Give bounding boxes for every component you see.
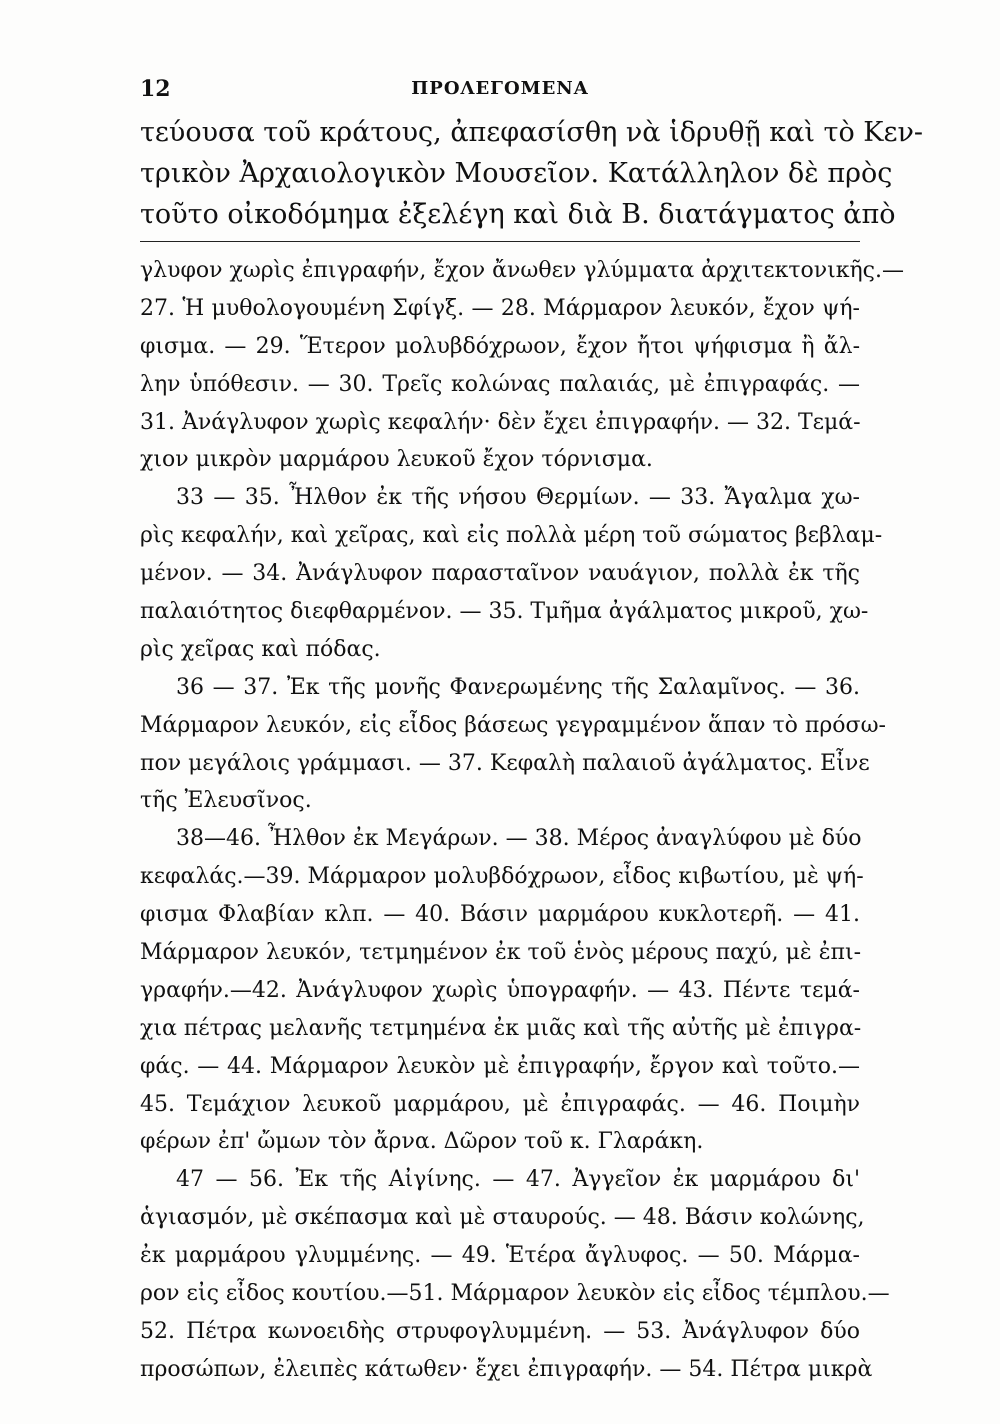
- footnote-line: 45. Τεμάχιον λευκοῦ μαρμάρου, μὲ ἐπιγραφάς. — 46. Ποιμὴν: [140, 1091, 860, 1117]
- footnote-line: 31. Ἀνάγλυφον χωρὶς κεφαλήν· δὲν ἔχει ἐπιγραφήν. — 32. Τεμά-: [140, 409, 861, 435]
- footnote-line: ἁγιασμόν, μὲ σκέπασμα καὶ μὲ σταυρούς. — 48. Βάσιν κολώνης,: [140, 1205, 865, 1231]
- footnote-line: γλυφον χωρὶς ἐπιγραφήν, ἔχον ἄνωθεν γλύμματα ἀρχιτεκτονικῆς.—: [140, 258, 904, 283]
- footnote-line: Μάρμαρον λευκόν, εἰς εἶδος βάσεως γεγραμμένον ἅπαν τὸ πρόσω-: [140, 712, 886, 738]
- text-line: τρικὸν Ἀρχαιολογικὸν Μουσεῖον. Κατάλληλον δὲ πρὸς: [140, 158, 893, 189]
- footnote-rule: [140, 241, 860, 242]
- footnote-line: προσώπων, ἐλειπὲς κάτωθεν· ἔχει ἐπιγραφήν. — 54. Πέτρα μικρὰ: [140, 1356, 873, 1382]
- text-line: τοῦτο οἰκοδόμημα ἐξελέγη καὶ διὰ Β. διατάγματος ἀπὸ: [140, 199, 896, 230]
- footnote-line: χια πέτρας μελανῆς τετμημένα ἐκ μιᾶς καὶ τῆς αὐτῆς μὲ ἐπιγρα-: [140, 1015, 862, 1041]
- footnote-line: κεφαλάς.—39. Μάρμαρον μολυβδόχρωον, εἶδος κιβωτίου, μὲ ψή-: [140, 864, 864, 890]
- footnote-line: 33 — 35. Ἦλθον ἐκ τῆς νήσου Θερμίων. — 33. Ἄγαλμα χω-: [176, 485, 860, 511]
- footnote-line: 47 — 56. Ἐκ τῆς Αἰγίνης. — 47. Ἀγγεῖον ἐκ μαρμάρου δι': [176, 1167, 860, 1193]
- footnote-line: Μάρμαρον λευκόν, τετμημένον ἐκ τοῦ ἑνὸς μέρους παχύ, μὲ ἐπι-: [140, 940, 862, 966]
- footnote-line: λην ὑπόθεσιν. — 30. Τρεῖς κολώνας παλαιάς, μὲ ἐπιγραφάς. —: [140, 371, 860, 397]
- footnote-line: ρὶς κεφαλήν, καὶ χεῖρας, καὶ εἰς πολλὰ μέρη τοῦ σώματος βεβλαμ-: [140, 523, 883, 549]
- footnote-line: φισμα Φλαβίαν κλπ. — 40. Βάσιν μαρμάρου κυκλοτερῆ. — 41.: [140, 902, 860, 928]
- footnote-line: 27. Ἡ μυθολογουμένη Σφίγξ. — 28. Μάρμαρον λευκόν, ἔχον ψή-: [140, 295, 860, 321]
- footnote-line: 52. Πέτρα κωνοειδὴς στρυφογλυμμένη. — 53. Ἀνάγλυφον δύο: [140, 1318, 860, 1344]
- footnotes: [140, 252, 904, 1389]
- footnote-line: μένον. — 34. Ἀνάγλυφον παρασταῖνον ναυάγιον, πολλὰ ἐκ τῆς: [140, 561, 860, 587]
- page-header: [140, 76, 860, 106]
- footnote-line: 36 — 37. Ἐκ τῆς μονῆς Φανερωμένης τῆς Σαλαμῖνος. — 36.: [176, 674, 860, 700]
- footnote-line: ἐκ μαρμάρου γλυμμένης. — 49. Ἑτέρα ἄγλυφος. — 50. Μάρμα-: [140, 1243, 860, 1269]
- footnote-line: πον μεγάλοις γράμμασι. — 37. Κεφαλὴ παλαιοῦ ἀγάλματος. Εἶνε: [140, 750, 870, 776]
- main-text: [140, 112, 923, 235]
- footnote-line: φάς. — 44. Μάρμαρον λευκὸν μὲ ἐπιγραφήν, ἔργον καὶ τοῦτο.—: [140, 1053, 860, 1079]
- footnote-line: χιον μικρὸν μαρμάρου λευκοῦ ἔχον τόρνισμα.: [140, 447, 653, 473]
- text-line: τεύουσα τοῦ κράτους, ἀπεφασίσθη νὰ ἱδρυθῇ καὶ τὸ Κεν-: [140, 117, 923, 148]
- footnote-line: γραφήν.—42. Ἀνάγλυφον χωρὶς ὑπογραφήν. — 43. Πέντε τεμά-: [140, 977, 860, 1003]
- footnote-line: ρὶς χεῖρας καὶ πόδας.: [140, 636, 381, 662]
- footnote-line: τῆς Ἐλευσῖνος.: [140, 788, 312, 814]
- running-title: ΠΡΟΛΕΓΟΜΕΝΑ: [411, 78, 589, 99]
- page-number: 12: [140, 76, 171, 102]
- footnote-line: παλαιότητος διεφθαρμένον. — 35. Τμῆμα ἀγάλματος μικροῦ, χω-: [140, 599, 869, 625]
- footnote-line: 38—46. Ἦλθον ἐκ Μεγάρων. — 38. Μέρος ἀναγλύφου μὲ δύο: [176, 826, 862, 852]
- footnote-line: φέρων ἐπ' ὤμων τὸν ἄρνα. Δῶρον τοῦ κ. Γλαράκη.: [140, 1129, 704, 1155]
- footnote-line: φισμα. — 29. Ἕτερον μολυβδόχρωον, ἔχον ἤτοι ψήφισμα ἢ ἄλ-: [140, 333, 860, 359]
- footnote-line: ρον εἰς εἶδος κουτίου.—51. Μάρμαρον λευκὸν εἰς εἶδος τέμπλου.—: [140, 1281, 890, 1307]
